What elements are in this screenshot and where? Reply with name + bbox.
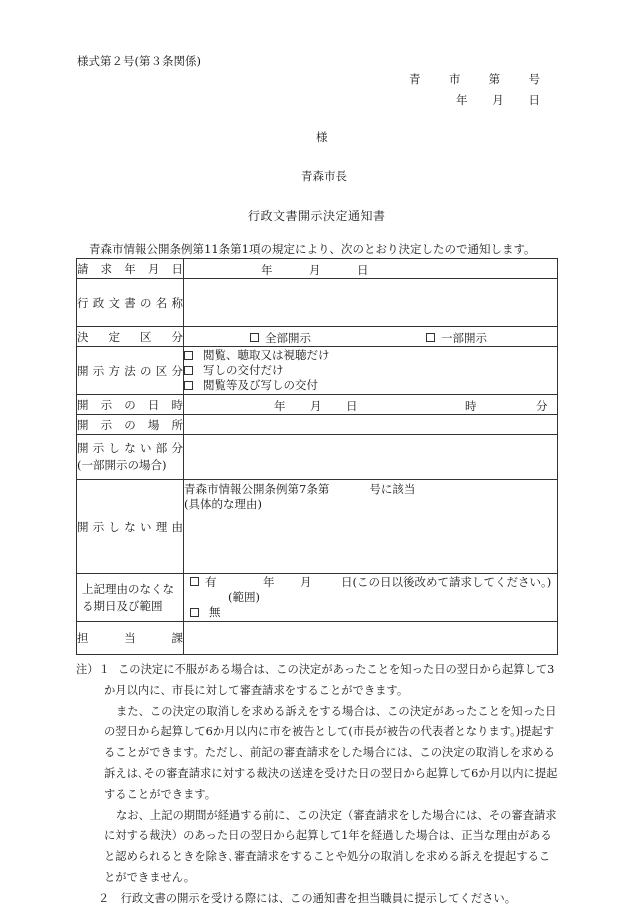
label-char: 定 bbox=[108, 329, 120, 344]
label-char: 法 bbox=[124, 363, 136, 378]
label-char: 開 bbox=[77, 363, 89, 378]
label-char: な bbox=[124, 519, 136, 534]
method-option-view[interactable] bbox=[184, 348, 557, 363]
document-number-line bbox=[409, 71, 540, 87]
checkbox-icon bbox=[190, 577, 199, 586]
reason-article-tail: 号に該当 bbox=[369, 482, 416, 496]
request-date-value[interactable] bbox=[184, 259, 558, 279]
label-char: 示 bbox=[100, 397, 113, 412]
expiry-range: (範囲) bbox=[228, 590, 260, 605]
label-char: 担 bbox=[77, 631, 89, 645]
table-row bbox=[77, 279, 558, 327]
expiry-no-label: 無 bbox=[209, 604, 221, 619]
note-prefix: 注）１ bbox=[76, 663, 110, 676]
checkbox-icon bbox=[184, 366, 193, 375]
label-char: 理 bbox=[155, 519, 168, 534]
disclosure-year: 年 bbox=[274, 398, 286, 413]
label-char: 示 bbox=[100, 417, 113, 432]
table-row bbox=[77, 259, 558, 279]
decision-label-cell bbox=[77, 327, 184, 347]
datetime-label-cell bbox=[77, 395, 184, 415]
expiry-yes-option[interactable] bbox=[190, 575, 217, 590]
section-label-cell bbox=[77, 622, 184, 655]
table-row bbox=[77, 347, 558, 395]
method-label bbox=[77, 363, 183, 379]
city-suffix: 市 bbox=[448, 72, 461, 86]
document-name-label-cell bbox=[77, 279, 184, 327]
city-prefix: 青 bbox=[409, 72, 421, 86]
nondisclosed-part-label-cell bbox=[77, 435, 184, 480]
intro-text: 青森市情報公開条例第11条第1項の規定により、次のとおり決定したので通知します。 bbox=[89, 242, 536, 256]
form-number: 様式第２号(第３条関係) bbox=[77, 54, 201, 68]
label-char: 方 bbox=[108, 363, 120, 378]
decision-value bbox=[184, 327, 558, 347]
checkbox-icon bbox=[426, 333, 435, 342]
disclosure-hour: 時 bbox=[465, 398, 477, 413]
label-char: 分 bbox=[171, 363, 183, 378]
document-name-label bbox=[77, 295, 183, 311]
label-char: 示 bbox=[92, 363, 105, 378]
label-char: 名 bbox=[155, 295, 168, 310]
label-char: 決 bbox=[77, 329, 89, 344]
checkbox-icon bbox=[184, 381, 193, 390]
label-char: 時 bbox=[171, 397, 183, 412]
request-date-label-cell bbox=[77, 259, 184, 279]
label-char: 請 bbox=[77, 261, 89, 276]
method-option-both[interactable] bbox=[184, 378, 557, 393]
request-year: 年 bbox=[261, 262, 273, 277]
decision-table bbox=[76, 258, 558, 655]
issue-date-line bbox=[456, 92, 540, 108]
label-char: 当 bbox=[124, 631, 136, 645]
expiry-yes-line bbox=[190, 575, 557, 590]
expiry-label-line1: 上記理由のなくな bbox=[82, 581, 174, 596]
label-char: 分 bbox=[171, 329, 183, 344]
method-options bbox=[184, 347, 558, 395]
label-char: の bbox=[124, 397, 136, 412]
full-disclosure-option[interactable] bbox=[250, 330, 311, 346]
label-char: 日 bbox=[147, 397, 160, 412]
checkbox-icon bbox=[184, 351, 193, 360]
expiry-label-line2: る期日及び範囲 bbox=[82, 598, 163, 613]
reason-label-cell bbox=[77, 480, 184, 574]
label-char: 政 bbox=[92, 295, 105, 310]
label-char: の bbox=[140, 295, 152, 310]
section-label bbox=[77, 630, 183, 646]
request-date-label bbox=[77, 261, 183, 277]
nondisclosed-part-sublabel: (一部開示の場合) bbox=[77, 458, 167, 472]
addressee: 様 bbox=[316, 130, 328, 144]
label-char: し bbox=[108, 519, 120, 534]
method-option-both-label: 閲覧等及び写しの交付 bbox=[203, 378, 318, 392]
checkbox-icon bbox=[250, 333, 259, 342]
issuer: 青森市長 bbox=[301, 169, 347, 183]
table-row bbox=[77, 327, 558, 347]
label-char: 月 bbox=[147, 261, 160, 276]
reason-article-line bbox=[184, 482, 557, 497]
label-char: の bbox=[140, 363, 152, 378]
table-row bbox=[77, 480, 558, 574]
reason-specific: (具体的な理由) bbox=[184, 497, 262, 511]
place-label-cell bbox=[77, 415, 184, 435]
note-1-line1: この決定に不服がある場合は、この決定があったことを知った日の翌日から起算して3か月以内に、市長に対して審査請求をすることができます。 bbox=[104, 663, 555, 697]
expiry-value bbox=[184, 574, 558, 622]
method-option-view-label: 閲覧、聴取又は視聴だけ bbox=[203, 348, 330, 362]
label-char: 場 bbox=[147, 417, 160, 432]
reason-article: 青森市情報公開条例第7条第 bbox=[184, 482, 330, 496]
notes bbox=[76, 660, 560, 910]
method-option-copy[interactable] bbox=[184, 363, 557, 378]
label-char: 区 bbox=[140, 329, 152, 344]
label-char: 称 bbox=[171, 295, 183, 310]
reason-value[interactable] bbox=[184, 480, 558, 574]
disclosure-day: 日 bbox=[346, 398, 358, 413]
note-1 bbox=[76, 660, 560, 702]
issue-day: 日 bbox=[528, 93, 540, 107]
decision-label bbox=[77, 329, 183, 345]
label-char: 開 bbox=[77, 441, 89, 455]
table-row bbox=[77, 574, 558, 622]
label-char: 求 bbox=[100, 261, 113, 276]
issue-year: 年 bbox=[456, 93, 468, 107]
document-title: 行政文書開示決定通知書 bbox=[248, 209, 386, 223]
label-char: 部 bbox=[155, 441, 168, 455]
nondisclosed-part-value[interactable] bbox=[184, 435, 558, 480]
label-char: し bbox=[108, 441, 120, 455]
expiry-yes-label: 有 bbox=[205, 575, 217, 590]
label-char: 文 bbox=[108, 295, 120, 310]
datetime-value[interactable] bbox=[184, 395, 558, 415]
datetime-label bbox=[77, 397, 183, 413]
expiry-label-cell bbox=[77, 574, 184, 622]
label-char: 年 bbox=[124, 261, 136, 276]
partial-disclosure-label: 一部開示 bbox=[441, 330, 487, 345]
method-option-copy-label: 写しの交付だけ bbox=[203, 363, 284, 377]
label-char: 分 bbox=[171, 441, 183, 455]
note-2: ２ 行政文書の開示を受ける際には、この通知書を担当職員に提示してください。 bbox=[98, 891, 516, 905]
method-label-cell bbox=[77, 347, 184, 395]
issue-month: 月 bbox=[492, 93, 504, 107]
label-char: 由 bbox=[171, 519, 183, 534]
label-char: 区 bbox=[155, 363, 168, 378]
label-char: 行 bbox=[77, 295, 89, 310]
number-suffix: 号 bbox=[528, 72, 540, 86]
table-row bbox=[77, 622, 558, 655]
full-disclosure-label: 全部開示 bbox=[265, 330, 311, 345]
note-1-para2: また、この決定の取消しを求める訴えをする場合は、この決定があったことを知った日の翌日から起算して6か月以内に市を被告として(市長が被告の代表者となります。)提起することができます。ただし、前記の審査請求をした場合には、この決定の取消しを求める訴えは､その審査請求に対する裁決の送達を受けた日の翌日から起算して6か月以内に提起することができます。 bbox=[104, 704, 558, 801]
reason-label bbox=[77, 519, 183, 535]
place-label bbox=[77, 417, 183, 433]
request-month: 月 bbox=[309, 262, 321, 277]
label-char: 書 bbox=[124, 295, 136, 310]
partial-disclosure-option[interactable] bbox=[426, 330, 487, 346]
number-prefix: 第 bbox=[488, 72, 501, 86]
table-row bbox=[77, 415, 558, 435]
label-char: 開 bbox=[77, 397, 89, 412]
label-char: 示 bbox=[92, 519, 105, 534]
section-value[interactable] bbox=[184, 622, 558, 655]
table-row bbox=[77, 395, 558, 415]
label-char: 開 bbox=[77, 417, 89, 432]
label-char: 開 bbox=[77, 519, 89, 534]
disclosure-minute: 分 bbox=[536, 398, 548, 413]
expiry-day-note: 日(この日以後改めて請求してください。) bbox=[341, 575, 552, 590]
expiry-month: 月 bbox=[300, 575, 312, 590]
document-name-value[interactable] bbox=[184, 279, 558, 327]
place-value[interactable] bbox=[184, 415, 558, 435]
expiry-no-option[interactable] bbox=[190, 605, 557, 620]
label-char: い bbox=[140, 519, 152, 534]
label-char: 所 bbox=[171, 417, 183, 432]
expiry-year: 年 bbox=[263, 575, 275, 590]
nondisclosed-part-label bbox=[77, 440, 183, 457]
table-row bbox=[77, 435, 558, 480]
label-char: い bbox=[140, 441, 152, 455]
note-1-text bbox=[104, 660, 560, 702]
request-day: 日 bbox=[357, 262, 369, 277]
label-char: な bbox=[124, 441, 136, 455]
label-char: 示 bbox=[92, 441, 105, 455]
disclosure-month: 月 bbox=[310, 398, 322, 413]
label-char: の bbox=[124, 417, 136, 432]
label-char: 課 bbox=[171, 631, 183, 645]
checkbox-icon bbox=[190, 608, 199, 617]
label-char: 日 bbox=[171, 261, 183, 276]
note-1-para3: なお、上記の期間が経過する前に、この決定（審査請求をした場合には、その審査請求に対する裁決）のあった日の翌日から起算して1年を経過した場合は、正当な理由があると認められるときを除き､審査請求をすることや処分の取消しを求める訴えを提起することができません。 bbox=[104, 808, 557, 884]
